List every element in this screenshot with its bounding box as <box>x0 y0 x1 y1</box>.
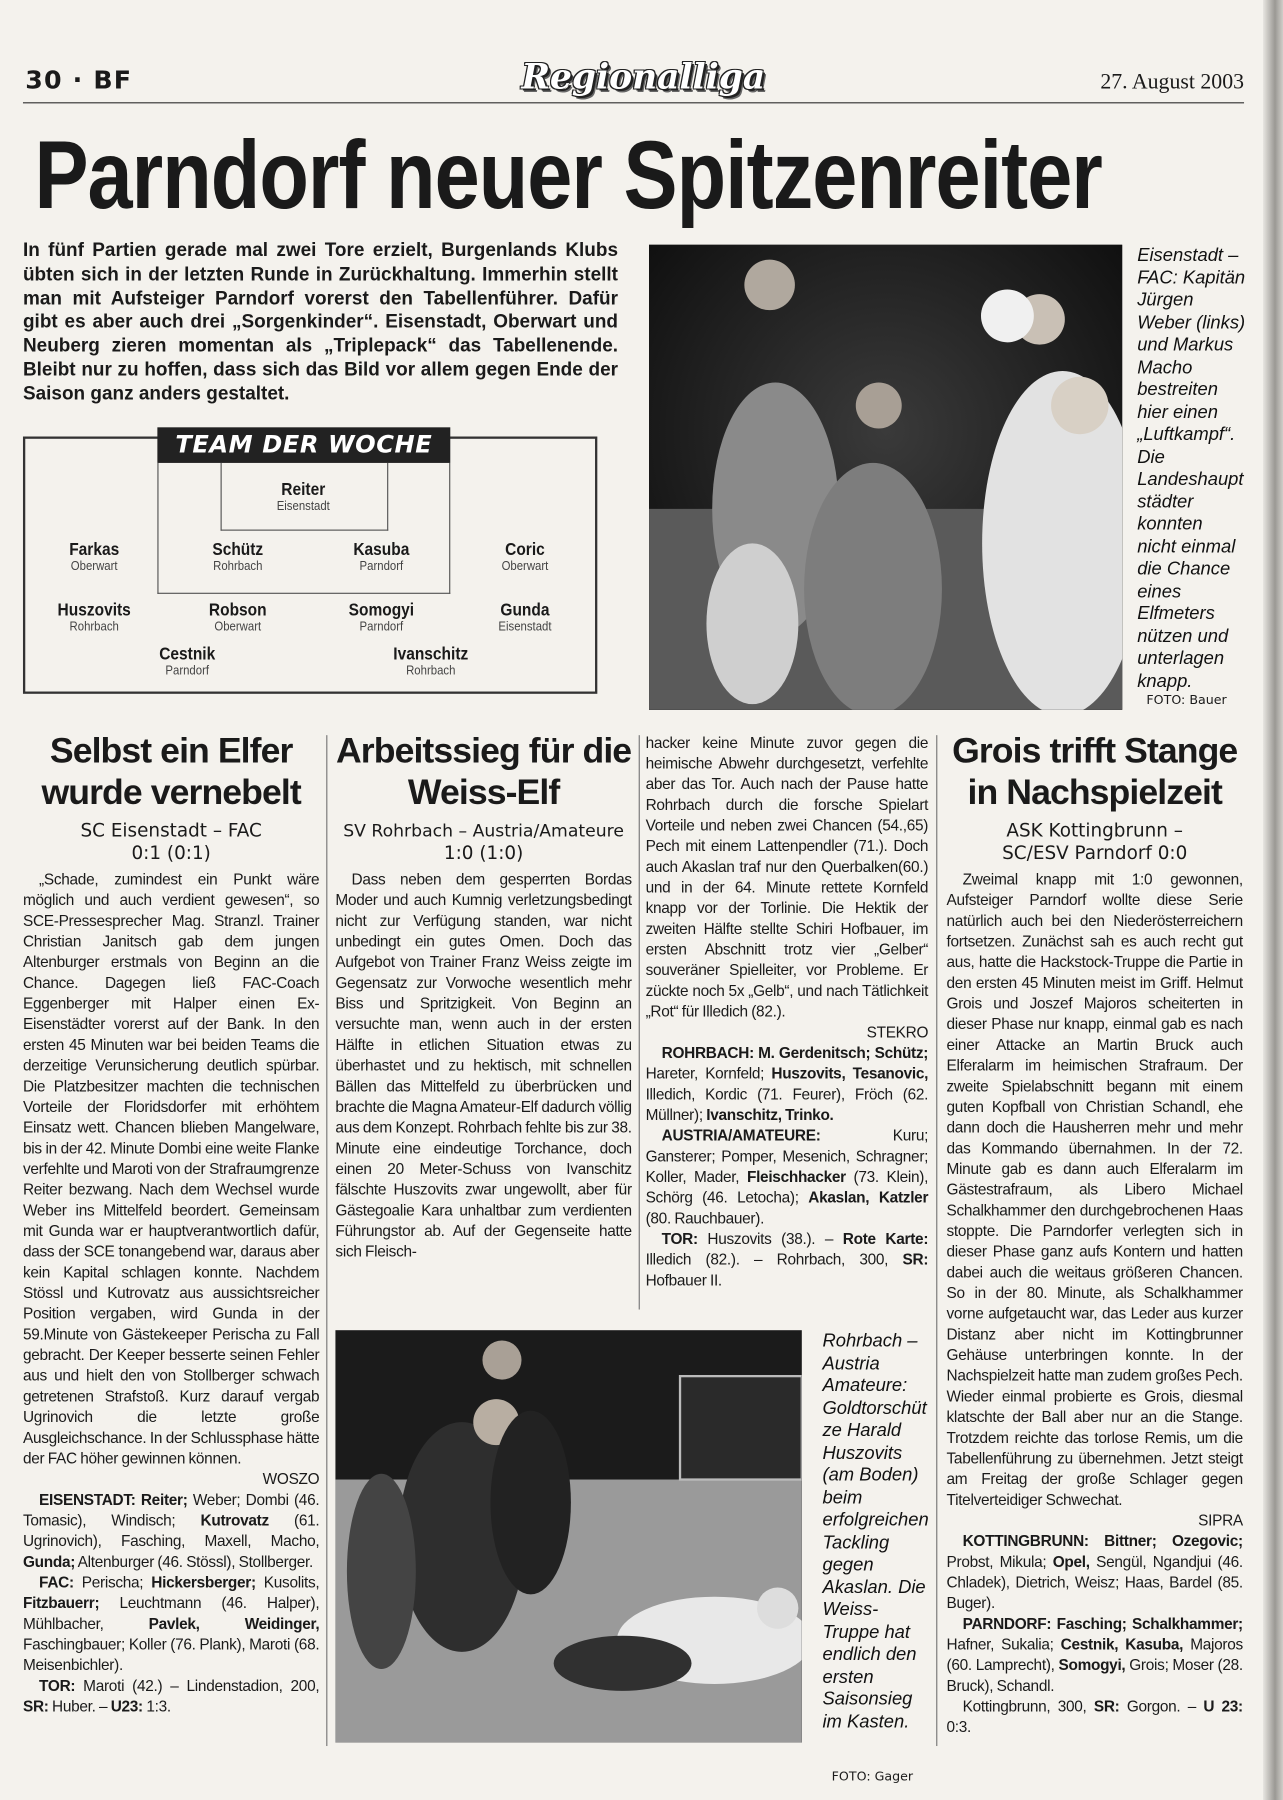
lineup <box>646 1126 929 1229</box>
photo-credit: FOTO: Bauer <box>1146 692 1227 708</box>
player-name: Huszovits <box>57 600 131 621</box>
bold-name-segment: Cestnik, Kasuba, <box>1060 1635 1184 1653</box>
bold-name-segment: AUSTRIA/AMATEURE: <box>661 1126 821 1145</box>
player-club: Rohrbach <box>213 559 263 574</box>
text-segment: (73. Klein), Schörg (46. Letocha); <box>645 1168 929 1207</box>
bold-name-segment: FAC: <box>39 1573 74 1591</box>
column-divider <box>326 735 327 1746</box>
article-rohrbach-austria <box>335 731 631 1263</box>
text-segment: Kusolits, <box>255 1573 320 1591</box>
text-segment: Altenburger (46. Stössl), Stollberger. <box>75 1553 313 1571</box>
team-player <box>307 601 456 634</box>
team-player <box>307 540 456 573</box>
bold-name-segment: SR: <box>22 1697 49 1716</box>
article-body-text: hacker keine Minute zuvor gegen die heimische Abwehr durchgesetzt, verfehlte aber das Tor. Auch nach der Pause hatte Rohrbach durch die forsche Spielart Vorteile und neben zwei Chancen (54.,65) Pech mit einem Lattenpendler (71.). Doch auch Akaslan traf nur den Querbalken(60.) und in der 64. Minute rettete Kornfeld knapp vor der Torlinie. Die Hektik der zweiten Hälfte stellte Schiri Hofbauer, im ersten Abschnitt trotz vier „Gelber“ souveräner Spielleiter, vor Probleme. Er zückte noch 5x „Gelb“, und nach Tätlichkeit „Rot“ für Illedich (82.). <box>645 734 929 1021</box>
bold-name-segment: SR: <box>902 1250 929 1269</box>
player-club: Oberwart <box>214 620 262 635</box>
column-divider <box>936 735 937 1746</box>
article-kottingbrunn-parndorf <box>947 731 1243 1738</box>
article-body-text: Zweimal knapp mit 1:0 gewonnen, Aufsteiger Parndorf wollte diese Serie natürlich auch bei den Niederösterreichern fortsetzen. Zunächst sah es auch recht gut aus, hatte die Hackstock-Truppe die Partie in den ersten 45 Minuten meist im Griff. Helmut Grois und Joszef Majoros scheiterten in dieser Phase nur knapp, einmal gab es nach einer Attacke an Martin Bruck auch Elferalarm im heimischen Strafraum. Der zweite Spielabschnitt begann mit einem guten Kopfball von Christian Schandl, ehe dann doch die Hausherren mehr und mehr das Kommando übernahmen. In der 72. Minute gab es dann auch Elferalarm im Gästestrafraum, als Libero Michael Schalkhammer den durchgebrochenen Haas stoppte. Die Parndorfer verlegten sich in dieser Phase ganz aufs Kontern und hatten dabei auch die weitaus größeren Chancen. So in der 80. Minute, als Schalkhammer vorne aufgetaucht war, das Leder aus kurzer Distanz aber nicht im Kottingbrunner Gehäuse unterbringen konnte. In der Nachspielzeit hatte man zudem großes Pech. Wieder einmal probierte es Grois, diesmal klatschte der Ball aber nur an die Stange. Trotzdem reichte das torlose Remis, um die Tabellenführung zu übernehmen. Jetzt steigt am Freitag der große Schlager gegen Titelverteidiger Schwechat. <box>946 870 1243 1509</box>
author-tag: SIPRA <box>1198 1511 1243 1529</box>
bold-name-segment: Huszovits, Tesanovic, <box>771 1064 929 1083</box>
match-teams: ASK Kottingbrunn – <box>1006 819 1183 841</box>
article-body <box>23 870 319 1490</box>
text-segment: Perischa; <box>73 1573 152 1591</box>
team-player <box>20 601 169 634</box>
text-segment: Faschingbauer; Koller (76. Plank), Maroti (68. Meisenbichler). <box>22 1635 320 1674</box>
player-name: Cestnik <box>159 644 216 664</box>
column-divider <box>639 735 640 1309</box>
text-segment: (80. Rauchbauer). <box>645 1209 765 1227</box>
lineup <box>947 1614 1243 1697</box>
bold-name-segment: Fitzbauerr; <box>22 1594 100 1612</box>
article-body: Dass neben dem gesperrten Bordas Moder und auch Kumnig verletzungsbedingt nicht zur Verfügung standen, war nicht unbedingt ein gutes Omen. Doch das Aufgebot von Trainer Franz Weiss zeigte im Gegensatz zur Vorwoche wesentlich mehr Biss und Spritzigkeit. Von Beginn an versuchte man, wenn auch in der ersten Hälfte in etlichen Situation etwas zu überhastet und zu hektisch, mit schnellen Bällen das Mittelfeld zu überbrücken und brachte die Magna Amateur-Elf dadurch völlig aus dem Konzept. Rohrbach fehlte bis zur 38. Minute eine eindeutige Torchance, doch einen 20 Meter-Schuss von Ivanschitz fälschte Huszovits zwar ungewollt, aber für Gästegoalie Kara unhaltbar zum verdienten Führungstor ab. Auf der Gegenseite hatte sich Fleisch- <box>335 870 632 1261</box>
match-score: 1:0 (1:0) <box>443 841 524 864</box>
text-segment: Hafner, Sukalia; <box>946 1635 1061 1653</box>
article-body <box>646 733 929 1043</box>
article-eisenstadt-fac <box>23 731 319 1718</box>
player-club: Parndorf <box>359 620 404 635</box>
headline: Parndorf neuer Spitzenreiter <box>34 120 1102 229</box>
match-score: SC/ESV Parndorf 0:0 <box>1002 841 1188 864</box>
article-title: Selbst ein Elfer wurde vernebelt <box>41 730 301 813</box>
bold-name-segment: SR: <box>1093 1697 1120 1716</box>
bold-name-segment: EISENSTADT: Reiter; <box>39 1491 188 1509</box>
player-name: Kasuba <box>353 539 410 560</box>
player-name: Somogyi <box>348 600 415 621</box>
issue-date: 27. August 2003 <box>1100 70 1245 95</box>
article-body <box>947 870 1243 1532</box>
text-segment: 0:3. <box>946 1718 972 1736</box>
team-player <box>113 644 262 677</box>
match-photo-eisenstadt-fac <box>649 245 1122 710</box>
photo-caption: Rohrbach – Austria Amateure: Goldtorschütze Harald Huszovits (am Boden) beim erfolgreichen Tackling gegen Akaslan. Die Weiss-Truppe hat endlich den ersten Saisonsieg im Kasten. <box>822 1331 929 1732</box>
lineup <box>947 1531 1243 1614</box>
team-player <box>163 601 312 634</box>
bold-name-segment: U 23: <box>1203 1697 1243 1716</box>
text-segment: Gorgon. – <box>1119 1697 1204 1716</box>
text-segment: Illedich, Kordic (71. Feurer), Fröch (62. Müllner); <box>645 1085 929 1124</box>
text-segment: Illedich (82.). – Rohrbach, 300, <box>645 1250 903 1269</box>
photo-image <box>649 245 1122 710</box>
lineup <box>646 1043 929 1126</box>
text-segment: Kottingbrunn, 300, <box>962 1697 1094 1716</box>
team-player <box>450 601 599 634</box>
bold-name-segment: KOTTINGBRUNN: Bittner; Ozegovic; <box>962 1532 1243 1550</box>
player-name: Robson <box>208 600 267 621</box>
team-player <box>356 644 505 677</box>
text-segment: Weber; Dombi (46. Tomasic), Windisch; <box>22 1491 320 1529</box>
bold-name-segment: Gunda; <box>22 1553 76 1571</box>
text-segment: (61. Ugrinovich), Fasching, Maxell, Macho, <box>22 1511 320 1550</box>
match-facts <box>23 1676 319 1717</box>
team-player <box>229 480 378 513</box>
author-tag: WOSZO <box>262 1470 320 1488</box>
text-segment: Grois; Moser (28. Bruck), Schandl. <box>946 1656 1243 1695</box>
header-rule <box>23 102 1244 103</box>
author-tag: STEKRO <box>866 1023 929 1041</box>
photo-credit: FOTO: Gager <box>831 1768 914 1784</box>
player-club: Eisenstadt <box>276 499 330 514</box>
lineup <box>23 1490 319 1573</box>
team-player <box>450 540 599 573</box>
match-photo-rohrbach-austria <box>335 1330 801 1742</box>
bold-name-segment: TOR: <box>39 1677 76 1695</box>
team-player <box>163 540 312 573</box>
player-name: Farkas <box>69 539 120 560</box>
match-teams: SV Rohrbach – Austria/Amateure <box>343 820 624 841</box>
text-segment: Huszovits (38.). – <box>697 1230 843 1248</box>
player-club: Parndorf <box>165 663 210 678</box>
bold-name-segment: Pavlek, Weidinger, <box>148 1615 320 1633</box>
bold-name-segment: Rote Karte: <box>842 1230 929 1248</box>
player-club: Eisenstadt <box>498 620 552 635</box>
article-rohrbach-austria-continued <box>646 733 929 1291</box>
player-name: Gunda <box>500 600 550 621</box>
bold-name-segment: Kutrovatz <box>200 1511 269 1529</box>
team-player <box>20 540 169 573</box>
bold-name-segment: U23: <box>110 1697 143 1716</box>
bold-name-segment: Somogyi, <box>1058 1656 1126 1674</box>
text-segment: Maroti (42.) – Lindenstadion, 200, <box>75 1677 320 1695</box>
bold-name-segment: Akaslan, Katzler <box>808 1188 929 1207</box>
page-number: 30 · BF <box>25 66 133 96</box>
player-name: Ivanschitz <box>393 644 469 664</box>
match-facts <box>947 1697 1243 1738</box>
player-name: Schütz <box>212 539 264 560</box>
player-club: Rohrbach <box>406 663 456 678</box>
player-name: Coric <box>505 539 545 560</box>
match-score: 0:1 (0:1) <box>131 841 211 864</box>
section-title: Regionalliga <box>521 57 766 98</box>
bold-name-segment: Hickersberger; <box>151 1573 256 1591</box>
player-club: Parndorf <box>359 559 404 574</box>
bold-name-segment: ROHRBACH: M. Gerdenitsch; Schütz; <box>661 1044 929 1062</box>
match-facts <box>646 1229 929 1291</box>
article-title: Grois trifft Stange in Nachspielzeit <box>952 730 1238 813</box>
bold-name-segment: Ivanschitz, Trinko. <box>706 1106 834 1124</box>
player-club: Oberwart <box>501 559 549 574</box>
lineup <box>23 1573 319 1676</box>
player-name: Reiter <box>281 480 326 500</box>
text-segment: Kuru; Gansterer; Pomper, Mesenich, Schragner; Koller, Mader, <box>645 1126 929 1186</box>
bold-name-segment: Opel, <box>1052 1553 1090 1571</box>
text-segment: Sengül, Ngandjui (46. Chladek), Dietrich, Weisz; Haas, Bardel (85. Buger). <box>946 1553 1243 1612</box>
article-title: Arbeitssieg für die Weiss-Elf <box>335 730 632 813</box>
photo-image <box>335 1330 801 1742</box>
text-segment: Leuchtmann (46. Halper), Mühlbacher, <box>22 1594 320 1633</box>
photo-caption: Eisenstadt – FAC: Kapitän Jürgen Weber (links) und Markus Macho bestreiten hier einen „Luftkampf“. Die Landeshauptstädter konnten nicht einmal die Chance eines Elfmeters nützen und unterlagen knapp. <box>1137 245 1246 691</box>
text-segment: 1:3. <box>142 1697 171 1716</box>
bold-name-segment: TOR: <box>661 1230 698 1248</box>
text-segment: Majoros (60. Lamprecht), <box>946 1635 1243 1674</box>
article-body-text: „Schade, zumindest ein Punkt wäre möglich und auch verdient gewesen“, so SCE-Pressesprecher Mag. Stranzl. Trainer Christian Janitsch gab dem jungen Altenburger erstmals von Beginn an die Chance. Dagegen ließ FAC-Coach Eggenberger mit Halper einen Ex-Eisenstädter vorerst auf der Bank. In den ersten 45 Minuten war bei beiden Teams die derzeitige Verunsicherung deutlich spürbar. Die Platzbesitzer machten die technischen Vorteile der Floridsdorfer mit erhöhtem Einsatz wett. Chancen blieben Mangelware, bis in der 42. Minute Dombi eine weite Flanke verfehlte und Maroti von der Strafraumgrenze Reiter bezwang. Nach dem Wechsel wurde Weber ins Mittelfeld beordert. Gemeinsam mit Gunda war er hauptverantwortlich dafür, dass der SCE tonangebend war, daraus aber kein Kapital schlagen konnte. Nachdem Stössl und Kutrovatz aus aussichtsreicher Position vergaben, wird Gunda in der 59.Minute von Gästekeeper Perischa zu Fall gebracht. Der Keeper besserte seinen Fehler aus und hielt den von Stollberger schwach getretenen Strafstoß. Kurz darauf vergab Ugrinovich die letzte große Ausgleichschance. In der Schlussphase hätte der FAC höher gewinnen können. <box>22 870 320 1467</box>
match-teams: SC Eisenstadt – FAC <box>80 819 262 841</box>
player-club: Oberwart <box>70 559 118 574</box>
player-club: Rohrbach <box>69 620 119 635</box>
text-segment: Hofbauer II. <box>645 1271 722 1289</box>
team-of-week-title: TEAM DER WOCHE <box>157 427 450 463</box>
bold-name-segment: PARNDORF: Fasching; Schalkhammer; <box>962 1615 1243 1633</box>
text-segment: Huber. – <box>48 1697 111 1716</box>
intro-text: In fünf Partien gerade mal zwei Tore erzielt, Burgenlands Klubs übten sich in der letzten Runde in Zurückhaltung. Immerhin stellt man mit Aufsteiger Parndorf vorerst den Tabellenführer. Dafür gibt es aber auch drei „Sorgenkinder“. Eisenstadt, Oberwart und Neuberg zieren momentan als „Triplepack“ das Tabellenende. Bleibt nur zu hoffen, dass sich das Bild vor allem gegen Ende der Saison ganz anders gestaltet. <box>22 240 619 405</box>
bold-name-segment: Fleischhacker <box>746 1168 846 1186</box>
text-segment: Probst, Mikula; <box>946 1553 1053 1571</box>
text-segment: Hareter, Kornfeld; <box>645 1064 772 1083</box>
